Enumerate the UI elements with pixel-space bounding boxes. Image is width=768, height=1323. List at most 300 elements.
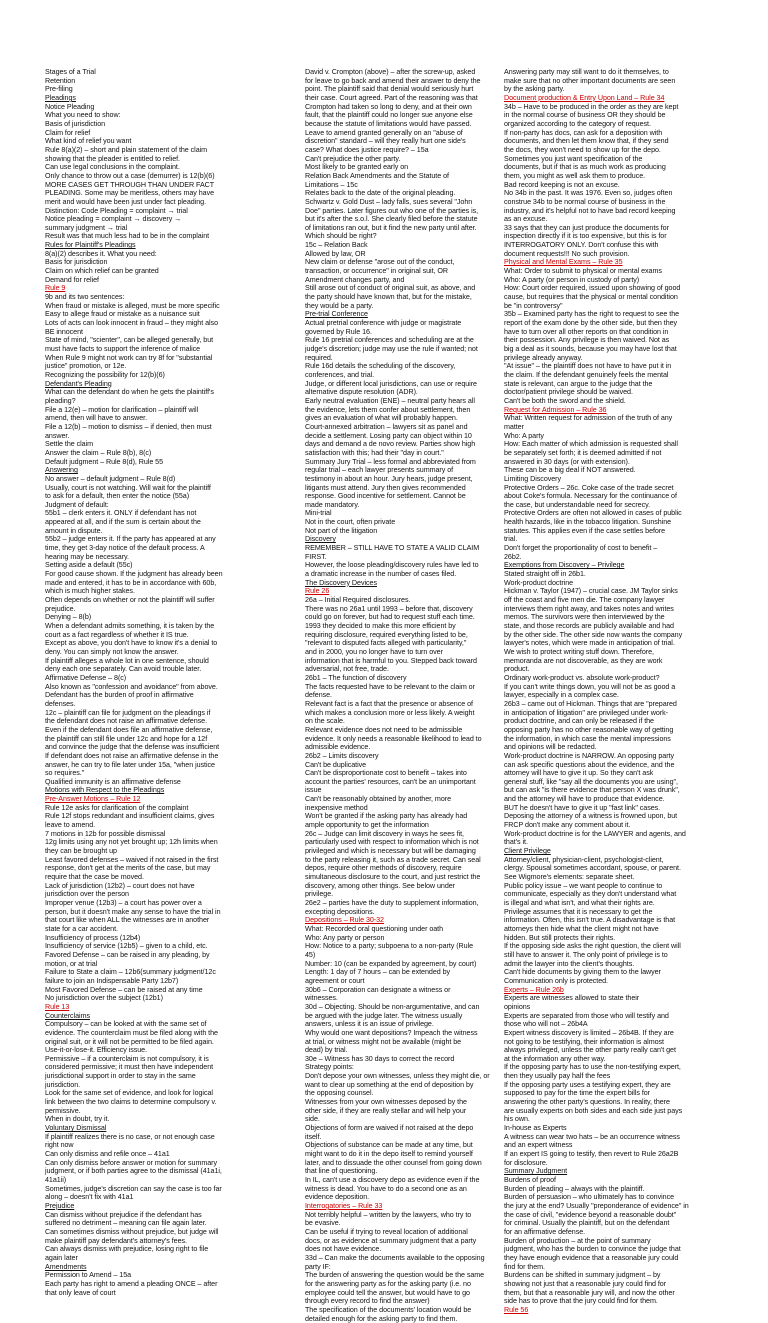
- text-line: Claim on which relief can be granted: [45, 267, 297, 276]
- text-line: 12g limits using any not yet brought up; 12h limits when: [45, 838, 297, 847]
- text-line: the information, in which case the mental impressions: [504, 735, 754, 744]
- text-line: the evidence, lets them confer about settlement, then: [305, 406, 497, 415]
- text-line: 41a1ii): [45, 1176, 297, 1185]
- text-line: off the coast and five men die. The company lawyer: [504, 596, 754, 605]
- text-line: PLEADING. Some may be meritless, others may have: [45, 189, 297, 198]
- text-line: the docs, they won't need to show up for the depo.: [504, 146, 754, 155]
- text-line: Can't be reasonably obtained by another, more: [305, 795, 497, 804]
- text-line: We wish to protect writing stuff down. Therefore,: [504, 648, 754, 657]
- text-line: require that the case be moved.: [45, 873, 297, 882]
- text-line: Defendant has the burden of proof in affirmative: [45, 691, 297, 700]
- text-line: 26a – Initial Required disclosures.: [305, 596, 497, 605]
- text-line: Objections of substance can be made at any time, but: [305, 1141, 497, 1150]
- text-line: 26b2.: [504, 553, 754, 562]
- text-line: information that is harmful to you. Stepped back toward: [305, 657, 497, 666]
- text-line: as an excuse.: [504, 215, 754, 224]
- text-line: If you can't write things down, you will not be as good a: [504, 683, 754, 692]
- text-line: and an expert witness: [504, 1141, 754, 1150]
- text-line: response. Good incentive for settlement. Cannot be: [305, 492, 497, 501]
- text-line: governed by Rule 16.: [305, 328, 497, 337]
- text-line: Relevant evidence does not need to be admissible: [305, 726, 497, 735]
- text-line: jurisdiction.: [45, 1081, 297, 1090]
- section-heading: Prejudice: [45, 1202, 297, 1211]
- text-line: Attorney/client, physician-client, psychologist-client,: [504, 856, 754, 865]
- section-heading: Amendments: [45, 1263, 297, 1272]
- text-line: answer.: [45, 432, 297, 441]
- text-line: that court like when ALL the witnesses are in another: [45, 916, 297, 925]
- text-line: Protective Orders are often not allowed in cases of public: [504, 509, 754, 518]
- text-line: admissible evidence.: [305, 743, 497, 752]
- text-line: 26e2 – parties have the duty to supplement information,: [305, 899, 497, 908]
- text-line: A witness can wear two hats – be an occurrence witness: [504, 1133, 754, 1142]
- text-line: state, and those records are publicly available and had: [504, 622, 754, 631]
- text-line: find for them.: [504, 1263, 754, 1272]
- text-line: could go on forever, but had to request stuff each time.: [305, 613, 497, 622]
- rule-heading: Interrogatories – Rule 33: [305, 1202, 497, 1211]
- text-line: 12c – plaintiff can file for judgment on the pleadings if: [45, 709, 297, 718]
- text-line: Can be useful if trying to reveal location of additional: [305, 1228, 497, 1237]
- text-line: testimony in about an hour. Jury hears, judge present,: [305, 475, 497, 484]
- text-line: INTERROGATORY ONLY. Don't confuse this with: [504, 241, 754, 250]
- text-line: the case, but understandable need for secrecy.: [504, 501, 754, 510]
- section-heading: Client Privilege: [504, 847, 754, 856]
- text-line: adversarial, not free, trade.: [305, 665, 497, 674]
- text-line: Can't be both the sword and the shield.: [504, 397, 754, 406]
- text-line: Expert witness discovery is limited – 26b4B. If they are: [504, 1029, 754, 1038]
- text-line: Burdens of proof: [504, 1176, 754, 1185]
- text-line: The facts requested have to be relevant to the claim or: [305, 683, 497, 692]
- text-line: Distinction: Code Pleading = complaint → trial: [45, 207, 297, 216]
- text-line: for criminal. Usually the plaintiff, but on the defendant: [504, 1219, 754, 1228]
- text-line: Can only dismiss and refile once – 41a1: [45, 1150, 297, 1159]
- text-line: organized according to the category of request.: [504, 120, 754, 129]
- text-line: document requests!!! No such provision.: [504, 250, 754, 259]
- rule-heading: Physical and Mental Exams – Rule 35: [504, 258, 754, 267]
- text-line: be evasive.: [305, 1219, 497, 1228]
- text-line: witness is dead. You have to do a second one as an: [305, 1185, 497, 1194]
- text-line: If defendant does not raise an affirmative defense in the: [45, 752, 297, 761]
- text-line: Bad record keeping is not an excuse.: [504, 181, 754, 190]
- rule-heading: Request for Admission – Rule 36: [504, 406, 754, 415]
- text-line: again later: [45, 1254, 297, 1263]
- text-line: hearing may be necessary.: [45, 553, 297, 562]
- text-line: health hazards, like in the tobacco litigation. Sunshine: [504, 518, 754, 527]
- text-line: answer, he can try to file later under 15a, "when justice: [45, 761, 297, 770]
- text-line: Length: 1 day of 7 hours – can be extended by: [305, 968, 497, 977]
- text-line: Notice pleading = complaint → discovery →: [45, 215, 297, 224]
- text-line: "relevant to disputed facts alleged with particularity,": [305, 639, 497, 648]
- text-line: attorneys then hide what the client might not have: [504, 925, 754, 934]
- rule-heading: Rule 26: [305, 587, 497, 596]
- text-line: Communication only is protected.: [504, 977, 754, 986]
- text-line: Can always dismiss with prejudice, losing right to file: [45, 1245, 297, 1254]
- text-line: Easy to allege fraud or mistake as a nuisance suit: [45, 310, 297, 319]
- text-line: The specification of the documents' location would be: [305, 1306, 497, 1315]
- text-line: Notice Pleading: [45, 103, 297, 112]
- text-line: suffered no detriment – meaning can file again later.: [45, 1219, 297, 1228]
- text-line: Burdens can be shifted in summary judgment – by: [504, 1271, 754, 1280]
- text-line: showing that the pleader is entitled to relief.: [45, 155, 297, 164]
- text-line: inexpensive method: [305, 804, 497, 813]
- text-line: Protective Orders – 26c. Coke case of the trade secret: [504, 484, 754, 493]
- text-line: detailed enough for the asking party to find them.: [305, 1315, 497, 1323]
- text-line: for leave to go back and amend their answer to deny the: [305, 77, 497, 86]
- text-line: is illegal and what isn't, and what their rights are.: [504, 899, 754, 908]
- text-line: party IF:: [305, 1263, 497, 1272]
- section-heading: Motions with Respect to the Pleadings: [45, 786, 297, 795]
- text-line: 30b6 – Corporation can designate a witness or: [305, 986, 497, 995]
- text-line: amend, then will have to answer.: [45, 414, 297, 423]
- text-line: Basis for jurisdiction: [45, 258, 297, 267]
- text-line: Leave to amend granted generally on an "abuse of: [305, 129, 497, 138]
- text-line: days and demand a de novo review. Parties show high: [305, 440, 497, 449]
- text-line: 55b2 – judge enters it. If the party has appeared at any: [45, 535, 297, 544]
- text-line: his own.: [504, 1115, 754, 1124]
- text-line: response, don't get at the merits of the case, but may: [45, 864, 297, 873]
- text-line: 45): [305, 951, 497, 960]
- text-line: Permissive – if a counterclaim is not compulsory, it is: [45, 1055, 297, 1064]
- text-line: lawyer, especially in a complex case.: [504, 691, 754, 700]
- text-line: make sure that no other important documents are seen: [504, 77, 754, 86]
- text-line: big a deal as it sounds, because you may have lost that: [504, 345, 754, 354]
- text-line: attorney will have to give it up. So they can't ask: [504, 769, 754, 778]
- text-line: Still arose out of conduct of original suit, as above, and: [305, 284, 497, 293]
- text-line: 26b2 – Limits discovery: [305, 752, 497, 761]
- text-line: What can the defendant do when he gets the plaintiff's: [45, 388, 297, 397]
- text-line: person, but it doesn't make any sense to have the trial in: [45, 908, 297, 917]
- text-line: FRCP don't make any comment about it.: [504, 821, 754, 830]
- text-line: summary judgment → trial: [45, 224, 297, 233]
- text-line: privilege.: [305, 890, 497, 899]
- text-line: Public policy issue – we want people to continue to: [504, 882, 754, 891]
- text-line: Look for the same set of evidence, and look for logical: [45, 1089, 297, 1098]
- text-line: made and entered, it has to be in accordance with 60b,: [45, 579, 297, 588]
- text-line: requiring disclosure, required everything listed to be,: [305, 631, 497, 640]
- text-line: construe 34b to be normal course of business in the: [504, 198, 754, 207]
- text-line: memoranda are not discoverable, as they are work: [504, 657, 754, 666]
- text-line: Recognizing the possibility for 12(b)(6): [45, 371, 297, 380]
- text-line: Pre-filing: [45, 85, 297, 94]
- text-line: but can ask "is there evidence that person X was drunk",: [504, 786, 754, 795]
- text-line: Relation Back Amendments and the Statute of: [305, 172, 497, 181]
- text-line: Compulsory – can be looked at with the same set of: [45, 1020, 297, 1029]
- text-line: For good cause shown. If the judgment has already been: [45, 570, 297, 579]
- text-line: Allowed by law, OR: [305, 250, 497, 259]
- text-line: might want to do it in the depo itself to remind yourself: [305, 1150, 497, 1159]
- text-line: for disclosure.: [504, 1159, 754, 1168]
- text-line: In IL, can't use a discovery depo as evidence even if the: [305, 1176, 497, 1185]
- text-line: conferences, and trial.: [305, 371, 497, 380]
- text-line: Not terribly helpful – written by the lawyers, who try to: [305, 1211, 497, 1220]
- text-line: What: Written request for admission of the truth of any: [504, 414, 754, 423]
- text-line: Why would one want depositions? Impeach the witness: [305, 1029, 497, 1038]
- text-line: Retention: [45, 77, 297, 86]
- text-line: a dramatic increase in the number of cases filed.: [305, 570, 497, 579]
- text-line: Usually, court is not watching. Will wait for the plaintiff: [45, 484, 297, 493]
- text-line: the defendant does not raise an affirmative defense.: [45, 717, 297, 726]
- text-line: What: Order to submit to physical or mental exams: [504, 267, 754, 276]
- text-line: David v. Crompton (above) – after the screw-up, asked: [305, 68, 497, 77]
- text-line: state for a car accident.: [45, 925, 297, 934]
- text-line: Summary Jury Trial – less formal and abbreviated from: [305, 458, 497, 467]
- text-line: trial.: [504, 535, 754, 544]
- text-line: doctor/patient privilege should be waived.: [504, 388, 754, 397]
- text-line: Work-product doctrine is for the LAWYER and agents, and: [504, 830, 754, 839]
- text-line: and the attorney will have to produce that evidence.: [504, 795, 754, 804]
- section-heading: Answering: [45, 466, 297, 475]
- text-line: make plaintiff pay defendant's attorney's fees.: [45, 1237, 297, 1246]
- text-line: later, and to dissuade the other counsel from going down: [305, 1159, 497, 1168]
- text-line: have to turn over all other reports on that condition in: [504, 328, 754, 337]
- text-line: Can sometimes dismiss without prejudice, but judge will: [45, 1228, 297, 1237]
- text-line: Crompton had taken so long to deny, and at their own: [305, 103, 497, 112]
- text-line: Won't be granted if the asking party has already had: [305, 812, 497, 821]
- text-line: judge's discretion; judge may use the rule if wanted; not: [305, 345, 497, 354]
- text-line: The burden of answering the question would be the same: [305, 1271, 497, 1280]
- text-line: Stages of a Trial: [45, 68, 297, 77]
- section-heading: Defendant's Pleading: [45, 380, 297, 389]
- text-line: fault, that the plaintiff could no longer sue anyone else: [305, 111, 497, 120]
- text-line: amount in dispute.: [45, 527, 297, 536]
- text-line: hidden. But still protects their rights.: [504, 934, 754, 943]
- text-line: Often depends on whether or not the plaintiff will suffer: [45, 596, 297, 605]
- text-line: answered in 30 days (or with extension).: [504, 458, 754, 467]
- text-line: What: Recorded oral questioning under oath: [305, 925, 497, 934]
- text-line: which is much higher stakes.: [45, 587, 297, 596]
- text-line: Lots of acts can look innocent in fraud – they might also: [45, 319, 297, 328]
- text-line: Result was that much less had to be in the complaint: [45, 232, 297, 241]
- text-line: be separately set forth; it is deemed admitted if not: [504, 449, 754, 458]
- text-line: 55b1 – clerk enters it. ONLY if defendant has not: [45, 509, 297, 518]
- text-line: Can use legal conclusions in the complaint.: [45, 163, 297, 172]
- text-line: Setting aside a default (55c): [45, 561, 297, 570]
- text-line: Only chance to throw out a case (demurrer) is 12(b)(6): [45, 172, 297, 181]
- text-line: Schwartz v. Gold Dust – lady falls, sues several "John: [305, 198, 497, 207]
- text-line: Limitations – 15c: [305, 181, 497, 190]
- text-line: Rule 16 pretrial conferences and scheduling are at the: [305, 336, 497, 345]
- text-line: Can dismiss without prejudice if the defendant has: [45, 1211, 297, 1220]
- text-line: 26b3 – came out of Hickman. Things that are "prepared: [504, 700, 754, 709]
- text-line: Improper venue (12b3) – a court has power over a: [45, 899, 297, 908]
- text-line: discovery, among other things. See below under: [305, 882, 497, 891]
- text-line: Work-product doctrine: [504, 579, 754, 588]
- text-line: not going to be testifying, their information is almost: [504, 1038, 754, 1047]
- text-line: Stated straight off in 26b1.: [504, 570, 754, 579]
- text-line: permissive.: [45, 1107, 297, 1116]
- section-heading: Pleadings: [45, 94, 297, 103]
- text-line: account the parties' resources, can't be an unimportant: [305, 778, 497, 787]
- text-line: There was no 26a1 until 1993 – before that, discovery: [305, 605, 497, 614]
- text-line: Favored Defense – can be raised in any pleading, by: [45, 951, 297, 960]
- text-line: Answering party may still want to do it themselves, to: [504, 68, 754, 77]
- rule-heading: Rule 56: [504, 1306, 754, 1315]
- text-line: Can't prejudice the other party.: [305, 155, 497, 164]
- text-line: Can't be duplicative: [305, 761, 497, 770]
- text-line: their possession. Any privilege is then waived. Not as: [504, 336, 754, 345]
- section-heading: Rules for Plaintiff's Pleadings: [45, 241, 297, 250]
- text-line: If plaintiff realizes there is no case, or not enough case: [45, 1133, 297, 1142]
- text-line: so requires.": [45, 769, 297, 778]
- text-line: still have to answer it. The only point of privilege is to: [504, 951, 754, 960]
- text-line: discretion" standard – will they really hurt one side's: [305, 137, 497, 146]
- text-line: Limiting Discovery: [504, 475, 754, 484]
- text-line: admit the lawyer into the client's thoughts.: [504, 960, 754, 969]
- text-line: 33d – Can make the documents available to the opposing: [305, 1254, 497, 1263]
- text-line: matter: [504, 423, 754, 432]
- text-line: and opinions will be redacted.: [504, 743, 754, 752]
- text-line: state is relevant, can argue to the judge that the: [504, 380, 754, 389]
- rule-heading: Document production & Entry Upon Land – Rule 34: [504, 94, 754, 103]
- text-line: If the opposing party has to use the non-testifying expert,: [504, 1063, 754, 1072]
- text-line: justice" promotion, or 12e.: [45, 362, 297, 371]
- section-heading: Exemptions from Discovery – Privilege: [504, 561, 754, 570]
- text-line: simultaneous disclosure to the court, and just restrict the: [305, 873, 497, 882]
- text-line: always privileged, unless the other party really can't get: [504, 1046, 754, 1055]
- text-line: for an affirmative defense.: [504, 1228, 754, 1237]
- text-line: Rule 12f stops redundant and insufficient claims, gives: [45, 812, 297, 821]
- text-line: BE innocent: [45, 328, 297, 337]
- text-line: Amendment changes party, and: [305, 276, 497, 285]
- text-line: Basis of jurisdiction: [45, 120, 297, 129]
- text-line: the party should have known that, but for the mistake,: [305, 293, 497, 302]
- text-line: in anticipation of litigation" are privileged under work-: [504, 709, 754, 718]
- text-line: motion, or at trial: [45, 960, 297, 969]
- text-line: dead) by trial.: [305, 1046, 497, 1055]
- text-line: Affirmative Defense – 8(c): [45, 674, 297, 683]
- text-line: Early neutral evaluation (ENE) – neutral party hears all: [305, 397, 497, 406]
- text-line: defense.: [305, 691, 497, 700]
- text-line: required.: [305, 354, 497, 363]
- text-line: 9b and its two sentences:: [45, 293, 297, 302]
- text-line: Hickman v. Taylor (1947) – crucial case. JM Taylor sinks: [504, 587, 754, 596]
- text-line: along – doesn't fix with 41a1: [45, 1193, 297, 1202]
- text-line: prejudice.: [45, 605, 297, 614]
- text-line: Don't depose your own witnesses, unless they might die, or: [305, 1072, 497, 1081]
- text-line: Also known as "confession and avoidance" from above.: [45, 683, 297, 692]
- text-line: that line of questioning.: [305, 1167, 497, 1176]
- text-line: Experts are separated from those who will testify and: [504, 1012, 754, 1021]
- text-line: Not in the court, often private: [305, 518, 497, 527]
- notes-column-middle: [305, 68, 497, 1018]
- text-line: When fraud or mistake is alleged, must be more specific: [45, 302, 297, 311]
- text-line: Witnesses from your own witnesses deposed by the: [305, 1098, 497, 1107]
- text-line: Doe" parties. Later figures out who one of the parties is,: [305, 207, 497, 216]
- text-line: Work-product doctrine is NARROW. An opposing party: [504, 752, 754, 761]
- text-line: side has to prove that the jury could find for them.: [504, 1297, 754, 1306]
- text-line: However, the loose pleading/discovery rules have led to: [305, 561, 497, 570]
- section-heading: Voluntary Dismissal: [45, 1124, 297, 1133]
- text-line: product doctrine, and can only be released if the: [504, 717, 754, 726]
- text-line: 26b1 – The function of discovery: [305, 674, 497, 683]
- rule-heading: Rule 13: [45, 1003, 297, 1012]
- text-line: to the party releasing it, such as a trade secret. Can seal: [305, 856, 497, 865]
- text-line: pleading?: [45, 397, 297, 406]
- text-line: Denying – 8(b): [45, 613, 297, 622]
- text-line: lawyer's notes, which were made in anticipation of trial.: [504, 639, 754, 648]
- text-line: Most likely to be granted early on: [305, 163, 497, 172]
- text-line: Ordinary work-product vs. absolute work-product?: [504, 674, 754, 683]
- text-line: 1993 they decided to make this more efficient by: [305, 622, 497, 631]
- text-line: Relevant fact is a fact that the presence or absence of: [305, 700, 497, 709]
- text-line: If an expert IS going to testify, then revert to Rule 26a2B: [504, 1150, 754, 1159]
- text-line: them, but that a reasonable jury will, and now the other: [504, 1289, 754, 1298]
- section-heading: Summary Judgment: [504, 1167, 754, 1176]
- text-line: File a 12(b) – motion to dismiss – if denied, then must: [45, 423, 297, 432]
- text-line: 8(a)(2) describes it. What you need:: [45, 250, 297, 259]
- text-line: If non-party has docs, can ask for a deposition with: [504, 129, 754, 138]
- section-heading: Discovery: [305, 535, 497, 544]
- text-line: Can't hide documents by giving them to the lawyer: [504, 968, 754, 977]
- text-line: 35b – Examined party has the right to request to see the: [504, 310, 754, 319]
- text-line: Experts are witnesses allowed to state their: [504, 994, 754, 1003]
- text-line: privilege already anyway.: [504, 354, 754, 363]
- notes-column-right: [504, 68, 754, 1018]
- text-line: supposed to pay for the time the expert bills for: [504, 1089, 754, 1098]
- text-line: Deposing the attorney of a witness is frowned upon, but: [504, 812, 754, 821]
- text-line: to ask for a default, then enter the notice (55a): [45, 492, 297, 501]
- text-line: Actual pretrial conference with judge or magistrate: [305, 319, 497, 328]
- text-line: Least favored defenses – waived if not raised in the first: [45, 856, 297, 865]
- text-line: When Rule 9 might not work can try 8f for "substantial: [45, 354, 297, 363]
- text-line: about Coke's formula. Necessary for the continuance of: [504, 492, 754, 501]
- text-line: their case. Court agreed. Part of the reasoning was that: [305, 94, 497, 103]
- text-line: Can't be disproportionate cost to benefit – takes into: [305, 769, 497, 778]
- text-line: What you need to show:: [45, 111, 297, 120]
- text-line: How: Court order required, issued upon showing of good: [504, 284, 754, 293]
- text-line: No jurisdiction over the subject (12b1): [45, 994, 297, 1003]
- text-line: link between the two claims to determine compulsory v.: [45, 1098, 297, 1107]
- text-line: Court-annexed arbitration – lawyers sit as panel and: [305, 423, 497, 432]
- text-line: information. Often, this isn't true. A disadvantage is that: [504, 916, 754, 925]
- text-line: employee could tell the answer, but would have to go: [305, 1289, 497, 1298]
- text-line: When in doubt, try it.: [45, 1115, 297, 1124]
- text-line: particularly used with respect to information which is not: [305, 838, 497, 847]
- text-line: clergy. Spousal sometimes accordant, spouse, or parent.: [504, 864, 754, 873]
- text-line: decide a settlement. Losing party can object within 10: [305, 432, 497, 441]
- text-line: litigants must attend. Jury then gives recommended: [305, 484, 497, 493]
- text-line: These can be a big deal if NOT answered.: [504, 466, 754, 475]
- text-line: Most Favored Defense – can be raised at any time: [45, 986, 297, 995]
- text-line: failure to join an Indispensable Party 12b7): [45, 977, 297, 986]
- text-line: evidence deposition.: [305, 1193, 497, 1202]
- text-line: Rule 16d details the scheduling of the discovery,: [305, 362, 497, 371]
- text-line: opposing party has no other reasonable way of getting: [504, 726, 754, 735]
- text-line: does not have evidence.: [305, 1245, 497, 1254]
- text-line: opinions: [504, 1003, 754, 1012]
- section-heading: The Discovery Devices: [305, 579, 497, 588]
- text-line: jurisdictional support in order to stay in the same: [45, 1072, 297, 1081]
- text-line: those who will not – 26b4A: [504, 1020, 754, 1029]
- text-line: defenses.: [45, 700, 297, 709]
- text-line: considered permissive; it must then have independent: [45, 1063, 297, 1072]
- text-line: side.: [305, 1115, 497, 1124]
- text-line: through every record to find the answer): [305, 1297, 497, 1306]
- text-line: 34b – Have to be produced in the order as they are kept: [504, 103, 754, 112]
- text-line: interviews them right away, and takes notes and writes: [504, 605, 754, 614]
- text-line: issue: [305, 786, 497, 795]
- text-line: leave to amend.: [45, 821, 297, 830]
- text-line: showing not just that a reasonable jury could find for: [504, 1280, 754, 1289]
- text-line: made mandatory.: [305, 501, 497, 510]
- text-line: Answer the claim – Rule 8(b), 8(c): [45, 449, 297, 458]
- text-line: can ask specific questions about the evidence, and the: [504, 761, 754, 770]
- section-heading: Counterclaims: [45, 1012, 297, 1021]
- text-line: and convince the judge that the defense was insufficient: [45, 743, 297, 752]
- text-line: appeared at all, and if the sum is certain about the: [45, 518, 297, 527]
- text-line: No 34b in the past. It was 1976. Even so, judges often: [504, 189, 754, 198]
- text-line: Strategy points:: [305, 1063, 497, 1072]
- text-line: regular trial – each lawyer presents summary of: [305, 466, 497, 475]
